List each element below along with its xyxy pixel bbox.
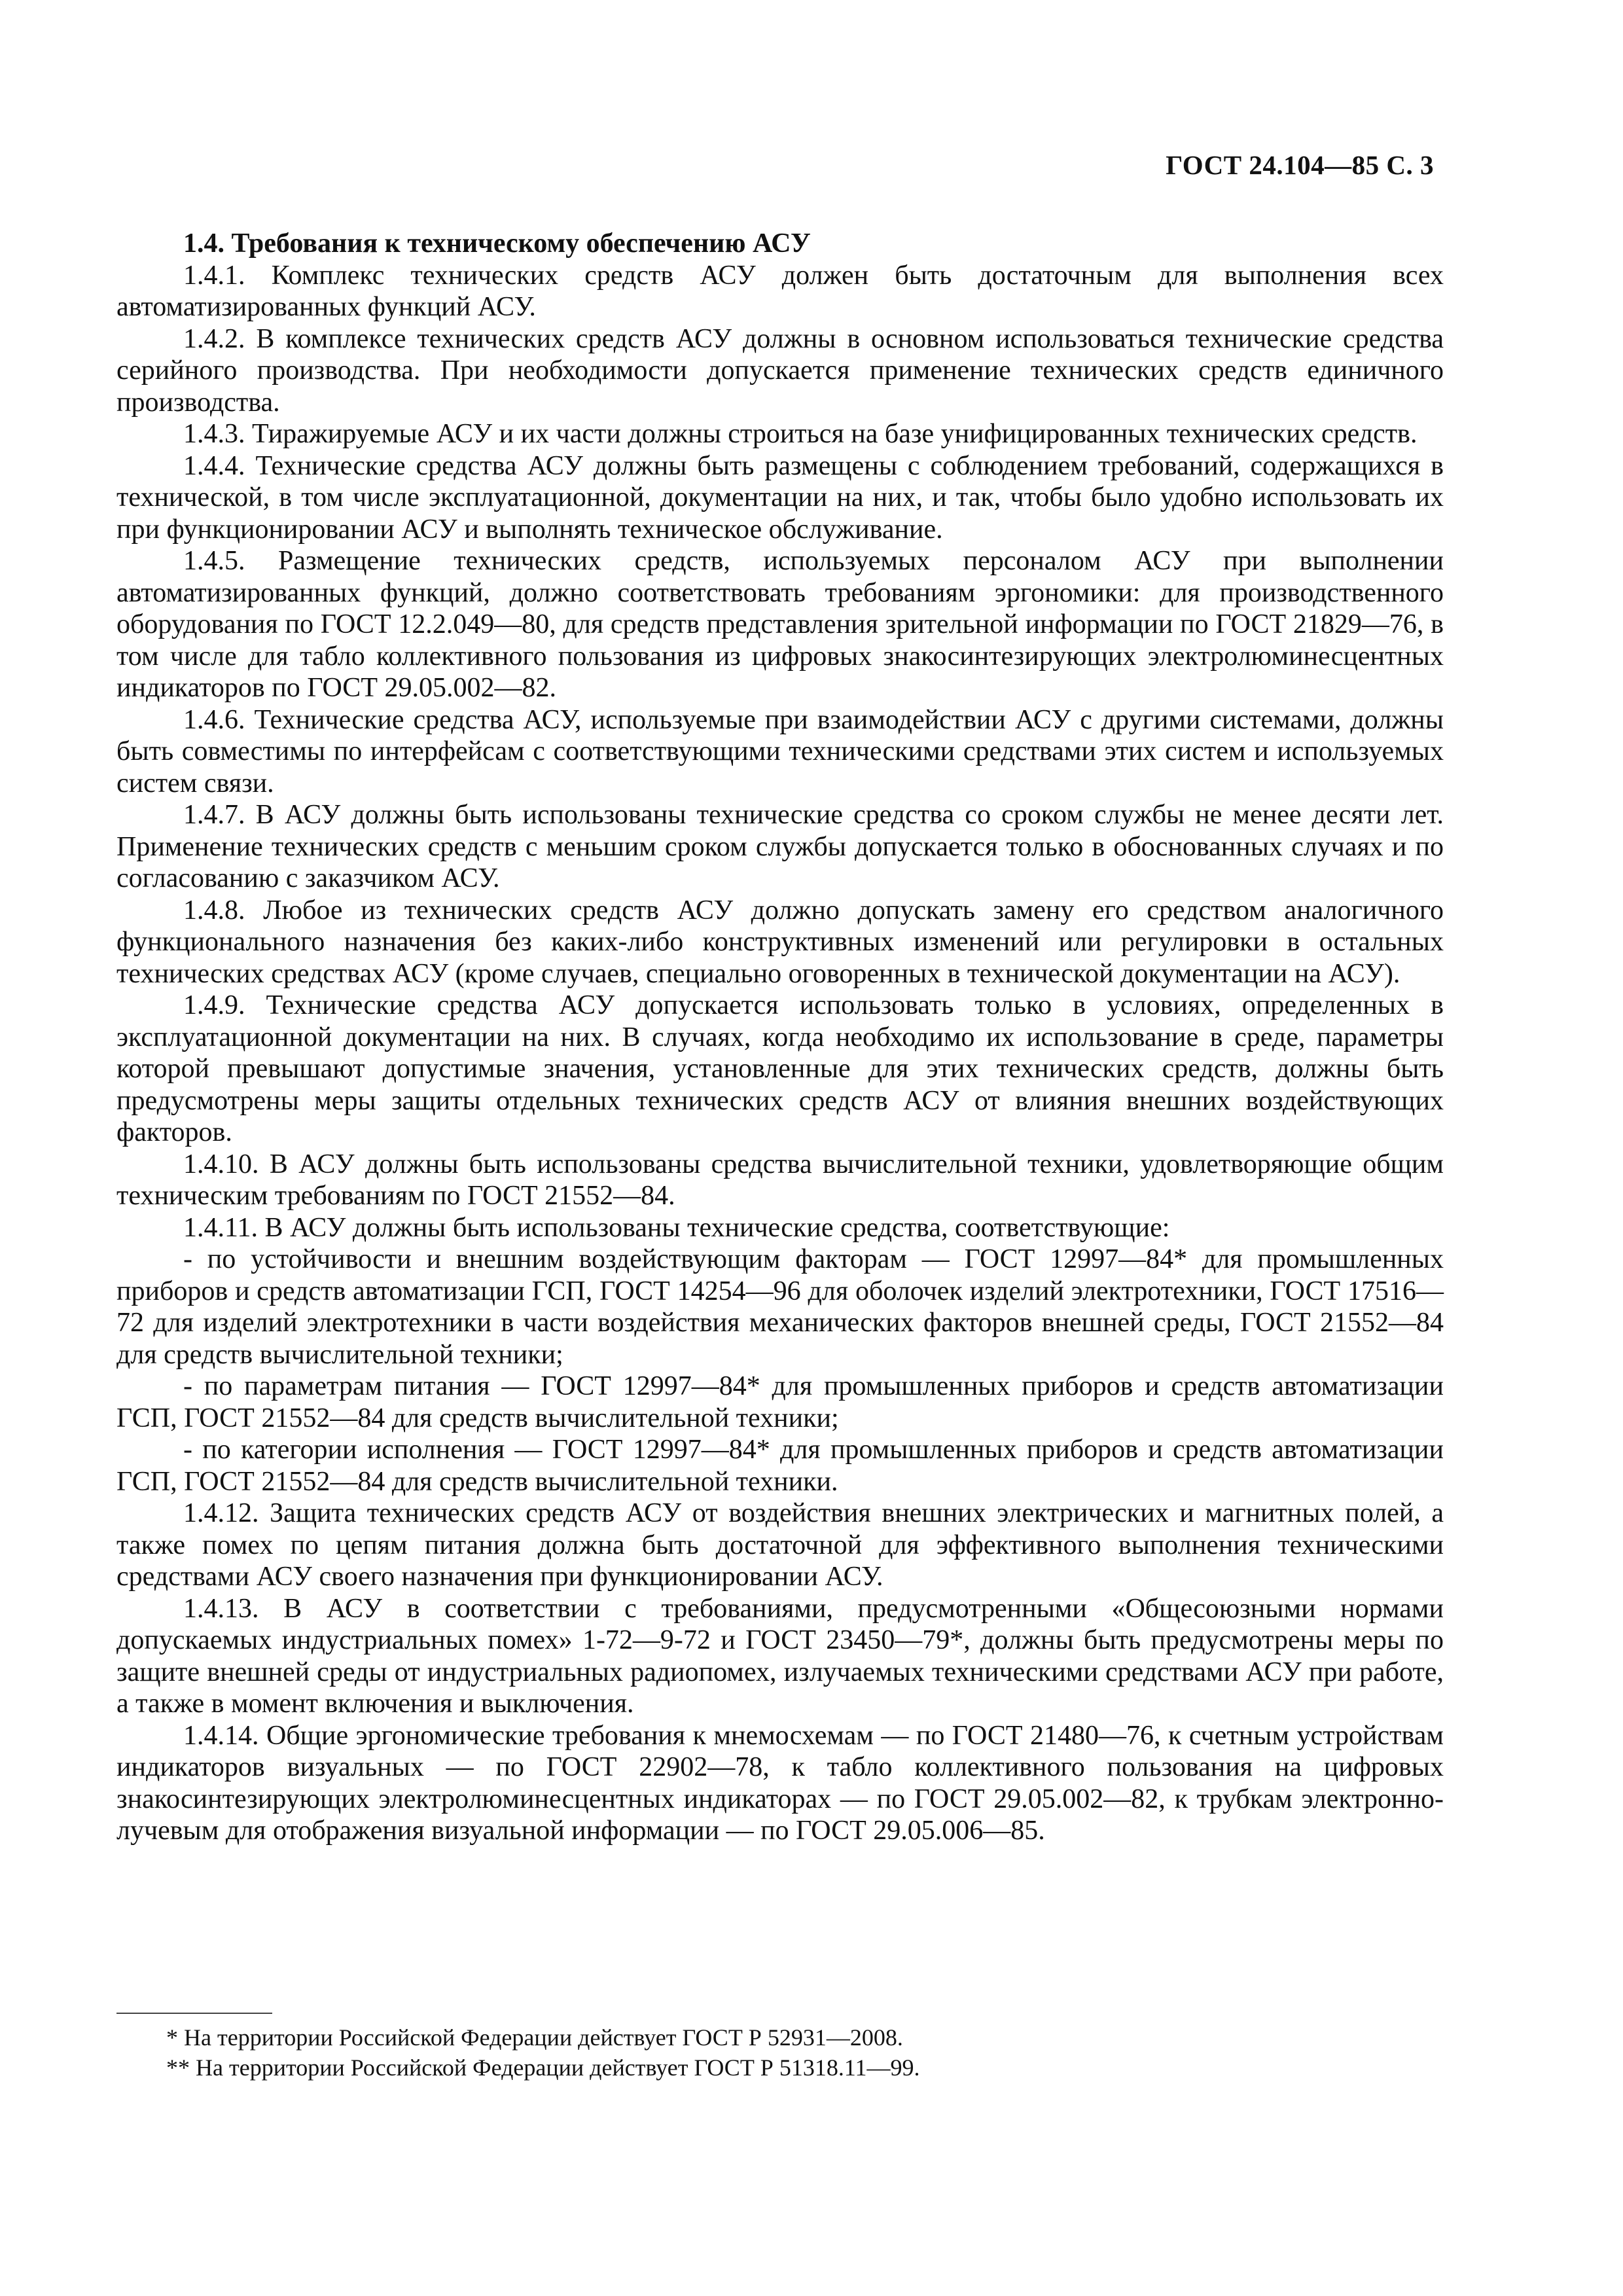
paragraph-1-4-9: 1.4.9. Технические средства АСУ допускается использовать только в условиях, определенных в эксплуатационной документации на них. В случаях, когда необходимо их использование в среде, параметры которой превышают допустимые значения, установленные для этих технических средств, должны быть предусмотрены меры защиты отдельных технических средств АСУ от влияния внешних воздействующих факторов.: [116, 990, 1444, 1147]
list-item-category: - по категории исполнения — ГОСТ 12997—84* для промышленных приборов и средств автоматизации ГСП, ГОСТ 21552—84 для средств вычислительной техники.: [116, 1435, 1444, 1497]
paragraph-1-4-1: 1.4.1. Комплекс технических средств АСУ должен быть достаточным для выполнения всех автоматизированных функций АСУ.: [116, 260, 1444, 322]
list-item-power: - по параметрам питания — ГОСТ 12997—84* для промышленных приборов и средств автоматизации ГСП, ГОСТ 21552—84 для средств вычислительной техники;: [116, 1371, 1444, 1433]
paragraph-1-4-6: 1.4.6. Технические средства АСУ, используемые при взаимодействии АСУ с другими системами, должны быть совместимы по интерфейсам с соответствующими техническими средствами этих систем и используемых систем связи.: [116, 704, 1444, 798]
section-body: [116, 228, 1444, 1847]
paragraph-1-4-4: 1.4.4. Технические средства АСУ должны быть размещены с соблюдением требований, содержащихся в технической, в том числе эксплуатационной, документации на них, и так, чтобы было удобно использовать их при функционировании АСУ и выполнять техническое обслуживание.: [116, 450, 1444, 545]
footnote-1: * На территории Российской Федерации действует ГОСТ Р 52931—2008.: [166, 2024, 903, 2051]
paragraph-1-4-2: 1.4.2. В комплексе технических средств АСУ должны в основном использоваться технические средства серийного производства. При необходимости допускается применение технических средств единичного производства.: [116, 323, 1444, 418]
paragraph-1-4-13: 1.4.13. В АСУ в соответствии с требованиями, предусмотренными «Общесоюзными нормами допускаемых индустриальных помех» 1-72—9-72 и ГОСТ 23450—79*, должны быть предусмотрены меры по защите внешней среды от индустриальных радиопомех, излучаемых техническими средствами АСУ при работе, а также в момент включения и выключения.: [116, 1593, 1444, 1719]
list-item-resistance: - по устойчивости и внешним воздействующим факторам — ГОСТ 12997—84* для промышленных приборов и средств автоматизации ГСП, ГОСТ 14254—96 для оболочек изделий электротехники, ГОСТ 17516—72 для изделий электротехники в части воздействия механических факторов внешней среды, ГОСТ 21552—84 для средств вычислительной техники;: [116, 1244, 1444, 1370]
paragraph-1-4-5: 1.4.5. Размещение технических средств, используемых персоналом АСУ при выполнении автоматизированных функций, должно соответствовать требованиям эргономики: для производственного оборудования по ГОСТ 12.2.049—80, для средств представления зрительной информации по ГОСТ 21829—76, в том числе для табло коллективного пользования из цифровых знакосинтезирующих электролюминесцентных индикаторов по ГОСТ 29.05.002—82.: [116, 546, 1444, 703]
paragraph-1-4-10: 1.4.10. В АСУ должны быть использованы средства вычислительной техники, удовлетворяющие общим техническим требованиям по ГОСТ 21552—84.: [116, 1149, 1444, 1211]
section-title: 1.4. Требования к техническому обеспечению АСУ: [183, 228, 811, 259]
paragraph-1-4-11: 1.4.11. В АСУ должны быть использованы технические средства, соответствующие:: [183, 1212, 1170, 1243]
paragraph-1-4-14: 1.4.14. Общие эргономические требования к мнемосхемам — по ГОСТ 21480—76, к счетным устройствам индикаторов визуальных — по ГОСТ 22902—78, к табло коллективного пользования на цифровых знакосинтезирующих электролюминесцентных индикаторах — по ГОСТ 29.05.002—82, к трубкам электронно-лучевым для отображения визуальной информации — по ГОСТ 29.05.006—85.: [116, 1720, 1444, 1846]
page-header: ГОСТ 24.104—85 С. 3: [1166, 150, 1434, 180]
paragraph-1-4-12: 1.4.12. Защита технических средств АСУ от воздействия внешних электрических и магнитных полей, а также помех по цепям питания должна быть достаточной для эффективного выполнения техническими средствами АСУ своего назначения при функционировании АСУ.: [116, 1498, 1444, 1592]
paragraph-1-4-8: 1.4.8. Любое из технических средств АСУ должно допускать замену его средством аналогичного функционального назначения без каких-либо конструктивных изменений или регулировки в остальных технических средствах АСУ (кроме случаев, специально оговоренных в технической документации на АСУ).: [116, 895, 1444, 989]
footnotes: [116, 2022, 1444, 2083]
footnote-divider: [116, 2013, 272, 2014]
paragraph-1-4-3: 1.4.3. Тиражируемые АСУ и их части должны строиться на базе унифицированных технических средств.: [183, 419, 1418, 449]
footnote-2: ** На территории Российской Федерации действует ГОСТ Р 51318.11—99.: [166, 2054, 920, 2081]
paragraph-1-4-7: 1.4.7. В АСУ должны быть использованы технические средства со сроком службы не менее десяти лет. Применение технических средств с меньшим сроком службы допускается только в обоснованных случаях и по согласованию с заказчиком АСУ.: [116, 800, 1444, 893]
